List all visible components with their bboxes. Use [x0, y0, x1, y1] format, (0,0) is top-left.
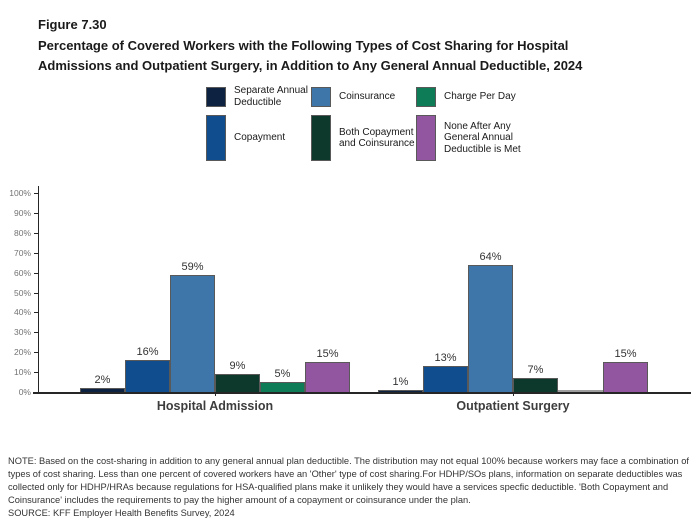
- y-tick-label: 40%: [13, 307, 31, 318]
- bar: [468, 251, 513, 392]
- bar: [170, 261, 215, 392]
- legend-label: Both Copayment and Coinsurance: [339, 126, 415, 149]
- bar: [423, 352, 468, 392]
- y-tick-mark: [34, 193, 38, 194]
- bar-value-label: 5%: [274, 368, 291, 380]
- y-tick-mark: [34, 352, 38, 353]
- bar: [260, 368, 305, 392]
- legend-label: Separate Annual Deductible: [234, 85, 308, 108]
- y-tick-label: 90%: [13, 207, 31, 218]
- y-tick-mark: [34, 273, 38, 274]
- legend-swatch: [206, 115, 226, 161]
- y-tick-mark: [34, 312, 38, 313]
- y-tick-mark: [34, 372, 38, 373]
- y-tick-mark: [34, 213, 38, 214]
- y-tick-mark: [34, 233, 38, 234]
- bar: [305, 348, 350, 392]
- bar-value-label: 2%: [94, 374, 111, 386]
- y-tick-label: 100%: [9, 188, 31, 198]
- y-tick-mark: [34, 392, 38, 393]
- y-tick-label: 50%: [13, 287, 31, 298]
- y-tick-label: 80%: [13, 227, 31, 238]
- legend-item: [206, 85, 311, 108]
- category-label-hospital-admission: Hospital Admission: [156, 399, 274, 413]
- legend-swatch: [311, 87, 331, 107]
- y-tick-mark: [34, 332, 38, 333]
- bar: [513, 364, 558, 392]
- x-axis-tick: [215, 392, 216, 396]
- legend-item: [311, 85, 416, 108]
- legend-row: [206, 115, 521, 161]
- figure-number: Figure 7.30: [38, 17, 107, 32]
- footnotes: [8, 455, 692, 520]
- bar-value-label: 59%: [181, 261, 204, 273]
- category-label-outpatient-surgery: Outpatient Surgery: [456, 399, 570, 413]
- bar: [603, 348, 648, 392]
- legend-item: [416, 85, 521, 108]
- bar-value-label: 15%: [316, 348, 339, 360]
- note-text: NOTE: Based on the cost-sharing in addition to any general annual plan deductible. The distribution may not equal 100% because workers may face a combination of types of cost sharing. Less than one percent of covered workers have an 'Other' type of cost sharing.For HDHP/SOs plans, information on separate deductibles was collected only for HDHP/HRAs because regulations for HSA-qualified plans make it unlikely they would have a services specfic deductible. 'Both Copayment and Coinsurance' includes the requirements to pay the higher amount of a copayment or coinsurance under the plan.: [8, 456, 689, 505]
- legend-swatch: [416, 115, 436, 161]
- y-tick-mark: [34, 293, 38, 294]
- plot-area: [38, 193, 690, 392]
- legend-swatch: [311, 115, 331, 161]
- x-axis-tick: [513, 392, 514, 396]
- legend-item: [416, 115, 521, 161]
- x-axis-line: [33, 392, 691, 394]
- bar-value-label: 13%: [434, 352, 457, 364]
- source-text: SOURCE: KFF Employer Health Benefits Survey, 2024: [8, 508, 235, 518]
- bar-value-label: 64%: [479, 251, 502, 263]
- page-title: Percentage of Covered Workers with the Following Types of Cost Sharing for Hospital: [38, 38, 569, 53]
- bar-value-label: 7%: [527, 364, 544, 376]
- page-title-line2: Admissions and Outpatient Surgery, in Addition to Any General Annual Deductible, 2024: [38, 58, 583, 73]
- legend-swatch: [206, 87, 226, 107]
- legend-label: Copayment: [234, 132, 286, 144]
- legend-label: Coinsurance: [339, 90, 396, 102]
- y-tick-mark: [34, 253, 38, 254]
- legend-row: [206, 85, 521, 108]
- bar: [125, 346, 170, 392]
- legend-label: None After Any General Annual Deductible is Met: [444, 120, 521, 155]
- bar-value-label: 1%: [392, 376, 409, 388]
- y-tick-label: 0%: [18, 387, 31, 397]
- bar-chart: [0, 186, 698, 436]
- bar-group: [80, 193, 350, 392]
- bar-value-label: 16%: [136, 346, 159, 358]
- legend-label: Charge Per Day: [444, 90, 516, 102]
- bar-group: [378, 193, 648, 392]
- bar-value-label: 9%: [229, 360, 246, 372]
- legend: [206, 85, 521, 161]
- y-tick-label: 20%: [13, 347, 31, 358]
- bar-value-label: 15%: [614, 348, 637, 360]
- y-axis-line: [38, 186, 39, 392]
- legend-item: [206, 115, 311, 161]
- y-tick-label: 30%: [13, 327, 31, 338]
- legend-item: [311, 115, 416, 161]
- y-tick-label: 60%: [13, 267, 31, 278]
- bar: [215, 360, 260, 392]
- y-tick-label: 10%: [13, 367, 31, 378]
- y-tick-label: 70%: [13, 247, 31, 258]
- legend-swatch: [416, 87, 436, 107]
